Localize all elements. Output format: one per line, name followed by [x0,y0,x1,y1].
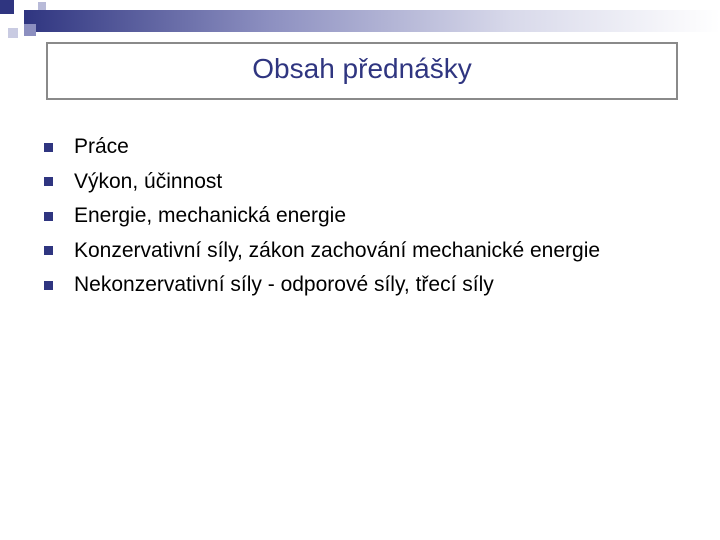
slide-title: Obsah přednášky [252,53,472,84]
square-bullet-icon [44,143,53,152]
bullet-text: Výkon, účinnost [74,169,223,193]
decorative-square-icon [0,0,14,14]
list-item [44,268,600,303]
square-bullet-icon [44,177,53,186]
list-item [44,199,600,234]
bullet-text: Práce [74,135,129,159]
square-bullet-icon [44,212,53,221]
list-item [44,234,600,269]
slide-title-box [46,42,678,100]
square-bullet-icon [44,246,53,255]
content-bullet-list [44,130,600,303]
bullet-text: Energie, mechanická energie [74,204,346,228]
list-item [44,130,600,165]
square-bullet-icon [44,281,53,290]
bullet-text: Konzervativní síly, zákon zachování mechanické energie [74,238,601,262]
decorative-square-icon [24,24,36,36]
list-item [44,165,600,200]
decorative-square-icon [8,28,18,38]
decorative-square-icon [38,2,46,10]
bullet-text: Nekonzervativní síly - odporové síly, třecí síly [74,273,494,297]
header-gradient-bar [24,10,720,32]
decorative-square-icon [14,14,24,24]
